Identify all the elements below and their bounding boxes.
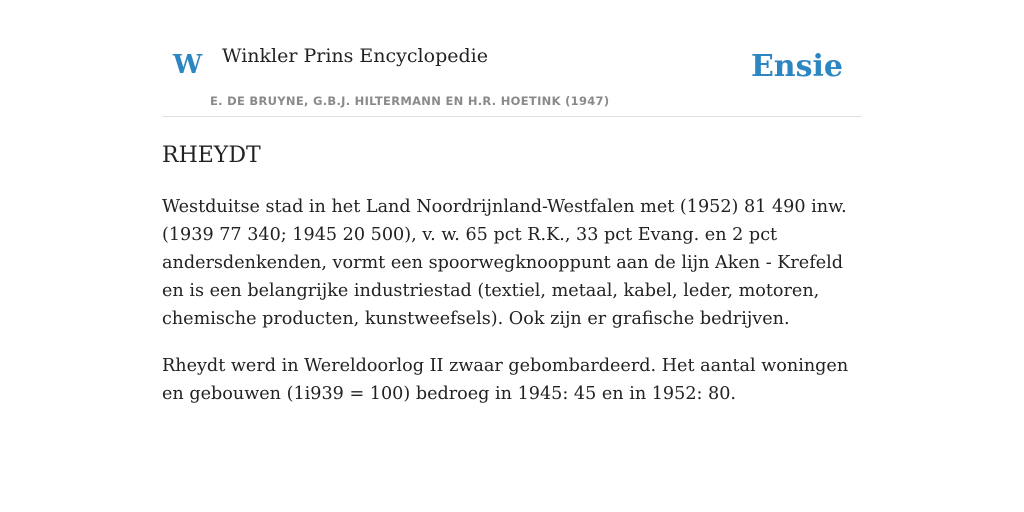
ensie-logo-link[interactable]: Ensie (750, 49, 843, 84)
encyclopedia-authors: E. DE BRUYNE, G.B.J. HILTERMANN EN H.R. HOETINK (1947) (210, 94, 610, 108)
article-paragraph-2: Rheydt werd in Wereldoorlog II zwaar gebombardeerd. Het aantal woningen en gebouwen (1i939 = 100) bedroeg in 1945: 45 en in 1952: 80. (162, 356, 849, 405)
page-container (162, 0, 862, 408)
encyclopedia-title[interactable]: Winkler Prins Encyclopedie (222, 45, 488, 67)
article-paragraph-1: Westduitse stad in het Land Noordrijnland-Westfalen met (1952) 81 490 inw. (1939 77 340; 1945 20 500), v. w. 65 pct R.K., 33 pct Evang. en 2 pct andersdenkenden, vormt een spoorwegknooppunt aan de lijn Aken - Krefeld en is een belangrijke industriestad (textiel, metaal, kabel, leder, motoren, chemische producten, kunstweefsels). Ook zijn er grafische bedrijven. (162, 197, 847, 330)
encyclopedia-logo[interactable]: W (173, 50, 203, 80)
header (162, 0, 862, 117)
article-headword: RHEYDT (162, 143, 261, 168)
